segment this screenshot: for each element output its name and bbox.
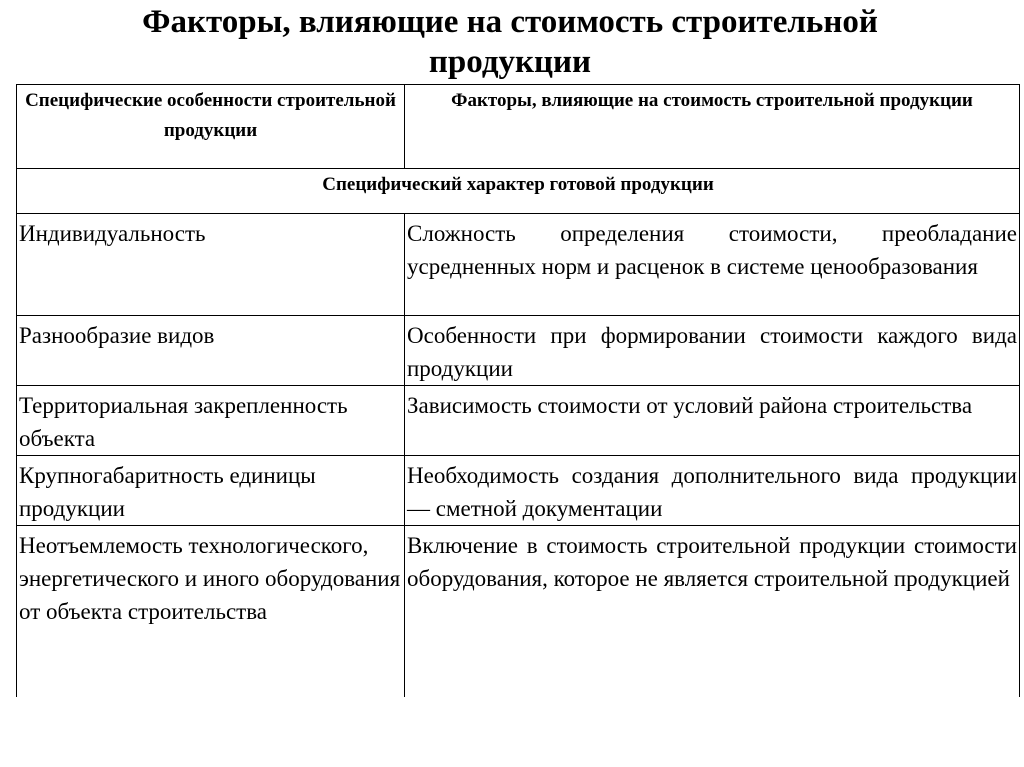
title-line-1: Факторы, влияющие на стоимость строительной [142,4,878,40]
header-cell-features: Специфические особенности строительной продукции [17,85,405,169]
table-row [17,456,1020,526]
table-row [17,316,1020,386]
factors-table [16,84,1020,697]
factor-cell: Особенности при формировании стоимости каждого вида продукции [405,316,1020,386]
table-row [17,386,1020,456]
feature-cell: Территориальная закрепленность объекта [17,386,405,456]
table-row [17,214,1020,316]
page-title [0,2,1020,82]
factor-cell: Зависимость стоимости от условий района строительства [405,386,1020,456]
section-title: Специфический характер готовой продукции [17,169,1020,214]
table-header-row [17,85,1020,169]
section-row [17,169,1020,214]
factor-cell: Сложность определения стоимости, преобладание усредненных норм и расценок в системе ценообразования [405,214,1020,316]
title-line-2: продукции [428,44,592,80]
feature-cell: Разнообразие видов [17,316,405,386]
factor-cell: Включение в стоимость строительной продукции стоимости оборудования, которое не является строительной продукцией [405,526,1020,698]
feature-cell: Неотъемлемость технологического, энергетического и иного оборудования от объекта строительства [17,526,405,698]
table-row [17,526,1020,698]
feature-cell: Крупногабаритность единицы продукции [17,456,405,526]
feature-cell: Индивидуальность [17,214,405,316]
header-cell-factors: Факторы, влияющие на стоимость строительной продукции [405,85,1020,169]
factor-cell: Необходимость создания дополнительного вида продукции — сметной документации [405,456,1020,526]
